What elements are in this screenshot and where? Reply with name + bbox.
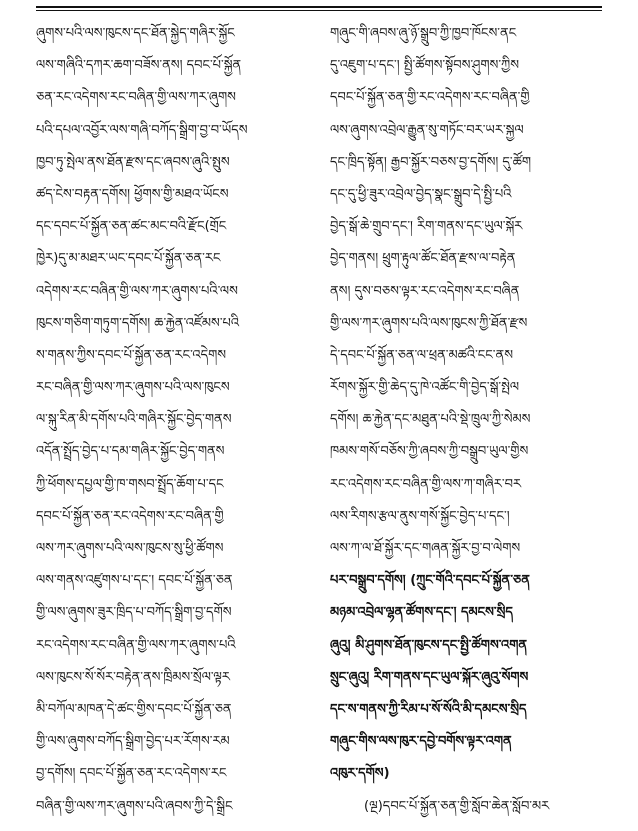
text-line: གཞུང་གི་ཞབས་ཞུ་ཉོ་སྒྲུབ་ཀྱི་ཁྱབ་ཁོངས་ནང — [330, 26, 517, 41]
right-text-column — [330, 18, 606, 823]
text-line: པའི་དཔལ་འབྱོར་ལས་གཞི་བཀོད་སྒྲིག་བྱ་བ་ཡོདས — [36, 122, 248, 138]
text-line: འདེགས་རང་བཞིན་གྱི་ལས་ཀར་ཞུགས་པའི་ལས — [36, 283, 238, 299]
text-line: ཀྱི་ཕོགས་དཔྱལ་གྱི་ཁ་གསབ་སྤྲོད་ཆོག་པ་དང — [36, 476, 224, 492]
text-line: ཁྱེར)དུ་མ་མཐར་ཡང་དབང་པོ་སྐྱོན་ཅན་རང — [36, 251, 221, 267]
text-line: ལས་རིགས་རྩལ་ནུས་གསོ་སྐྱོང་བྱེད་པ་དང་། — [330, 508, 510, 524]
text-line: མཉམ་འབྲེལ་ལྷན་ཚོགས་དང་། དམངས་སྲིད — [330, 605, 513, 621]
text-line: གཞུང་གིས་ལས་ཁུར་དབྱེ་བགོས་ལྟར་འགན — [330, 734, 512, 750]
text-line: ཅན་རང་འདེགས་རང་བཞིན་གྱི་ལས་ཀར་ཞུགས — [36, 90, 236, 106]
text-line: མི་བཀོལ་མཁན་དེ་ཚང་གྱིས་དབང་པོ་སྐྱོན་ཅན — [36, 701, 232, 717]
text-line: བྱ་དགོས། དབང་པོ་སྐྱོན་ཅན་རང་འདེགས་རང — [36, 766, 227, 782]
text-line: རང་བཞིན་གྱི་ལས་ཀར་ཞུགས་པའི་ལས་ཁུངས — [36, 380, 230, 396]
text-line: གྱི་ལས་ཞུགས་བཀོད་སྒྲིག་བྱེད་པར་རོགས་རམ — [36, 734, 230, 750]
text-line: དེ་དབང་པོ་སྐྱོན་ཅན་ལ་ཕྲན་མཚའི་ངང་ནས — [330, 347, 513, 363]
text-line: ཞུགས་པའི་ལས་ཁུངས་དང་ཐོན་སྐྱེད་གཞིར་སྐྱོང — [36, 26, 235, 41]
text-line: ལས་ཀར་ཞུགས་པའི་ལས་ཁུངས་སུ་ཕྱི་ཚོགས — [36, 541, 224, 556]
text-line: ནས། དུས་བཅས་ལྟར་རང་འདེགས་རང་བཞིན — [330, 283, 520, 299]
text-line: དང་དུ་ཕྱི་ཟུར་འབྲེལ་བྱེད་སྣང་སྒྲུབ་དེ་སྤྱི་པའི — [330, 186, 512, 202]
text-line: དབང་པོ་སྐྱོན་ཅན་རང་འདེགས་རང་བཞིན་གྱི — [36, 508, 224, 524]
text-line: པར་བསྒྲུབ་དགོས། (ཀྲུང་གོའི་དབང་པོ་སྐྱོན་ཅན — [330, 573, 530, 589]
text-line: དགོས། ཆ་རྐྱེན་དང་མཐུན་པའི་སྡེ་ཁྲུལ་ཀྱི་སེམས — [330, 412, 531, 428]
text-line: བཞིན་གྱི་ལས་ཀར་ཞུགས་པའི་ཞབས་ཀྱི་དེ་སྒྲིང — [36, 798, 233, 814]
text-line: བྱེད་གནས། ཕྲུག་རྟུལ་ཚོང་ཐོན་རྫས་ལ་བརྟེན — [330, 251, 516, 267]
text-line: དང་ཁྲིད་སྟོན། རྒྱབ་སྐྱོར་བཅས་བྱ་དགོས། དུ་ཚོག — [330, 154, 532, 170]
text-line: ལས་གནས་འཛུགས་པ་དང་། དབང་པོ་སྐྱོན་ཅན — [36, 573, 233, 589]
text-line: ལས་ཁུངས་སོ་སོར་བརྟེན་ནས་ཁྲིམས་སྲོལ་ལྟར — [36, 669, 230, 685]
text-line: ལས་ཀ་ལ་ཐོ་སྐྱོར་དང་གཞན་སྐྱོར་བྱ་བ་ལེགས — [330, 541, 521, 556]
text-line: ཚད་ངེས་བརྟན་དགོས། ཕྱོགས་གྱི་མཐའ་ཡོངས — [36, 186, 229, 202]
text-line: ཁམས་གསོ་བཅོས་ཀྱི་ཞབས་ཀྱི་བསྒྲུབ་ཡུལ་གྱིས — [330, 444, 529, 460]
top-rule-thin — [36, 10, 602, 11]
text-line: བྱེད་སྒོ་ཆེ་གྲུབ་དང་། རིག་གནས་དང་ཡུལ་སྐོར — [330, 219, 523, 235]
text-line: ལས་གཞིའི་དཀར་ཆག་བཟོས་ནས། དབང་པོ་སྐྱོན — [36, 58, 242, 74]
text-line: དང་དབང་པོ་སྐྱོན་ཅན་ཚང་མང་བའི་རྫོང(གྲོང — [36, 219, 227, 235]
text-line: ཁྱབ་ཏུ་སྤེལ་ནས་ཐོན་རྫས་དང་ཞབས་ཞུའི་སྤུས — [36, 154, 230, 170]
top-rule — [36, 6, 602, 8]
text-line: ལ་སྐུ་རིན་མི་དགོས་པའི་གཞིར་སྐྱོང་བྱེད་གནས — [36, 412, 232, 428]
text-line: ཁུངས་གཅིག་གཏུག་དགོས། ཆ་རྐྱེན་འཛོམས་པའི — [36, 315, 240, 331]
text-line: དབང་པོ་སྐྱོན་ཅན་གྱི་རང་འདེགས་རང་བཞིན་གྱི — [330, 90, 530, 106]
text-line: འདོན་སྤྲོད་བྱེད་པ་དམ་གཞིར་སྐྱོང་བྱེད་གནས — [36, 444, 225, 460]
text-line: (ལྔ)དབང་པོ་སྐྱོན་ཅན་གྱི་སློབ་ཆེན་སློབ་མར — [364, 798, 550, 814]
text-line: ས་གནས་ཀྱིས་དབང་པོ་སྐྱོན་ཅན་རང་འདེགས — [36, 347, 227, 363]
text-line: རོགས་སྐྱོར་གྱི་ཆེད་དུ་ཁེ་འཚོང་གི་བྱེད་སྒོ་སྤེལ — [330, 380, 520, 396]
text-line: དུ་འཇུག་པ་དང་། སྤྱི་ཚོགས་སྟོབས་ཤུགས་ཀྱིས — [330, 58, 519, 74]
text-line: གྱི་ལས་ཀར་ཞུགས་པའི་ལས་ཁུངས་ཀྱི་ཐོན་རྫས — [330, 315, 528, 331]
text-line: དང་ས་གནས་ཀྱི་རིམ་པ་སོ་སོའི་མི་དམངས་སྲིད — [330, 701, 527, 717]
text-line: འཁུར་དགོས) — [330, 766, 390, 782]
left-text-column — [36, 18, 312, 823]
text-line: ཞུའུ། མི་ཤུགས་ཐོན་ཁུངས་དང་སྤྱི་ཚོགས་འགན — [330, 637, 528, 653]
text-line: རང་འདེགས་རང་བཞིན་གྱི་ལས་ཀར་ཞུགས་པའི — [36, 637, 236, 653]
text-line: གྱི་ལས་ཞུགས་ཟུར་ཁྲིད་པ་བཀོད་སྒྲིག་བྱ་དགོས — [36, 605, 232, 621]
text-line: རང་འདེགས་རང་བཞིན་གྱི་ལས་ཀ་གཞིར་བར — [330, 476, 522, 492]
text-line: སྲུང་ཞུའུ། རིག་གནས་དང་ཡུལ་སྐོར་ཞུའུ་སོགས — [330, 669, 529, 685]
text-line: ལས་ཞུགས་འབྲེལ་རྒྱུན་སུ་གཏོང་བར་ཡར་སྐྱལ — [330, 122, 524, 138]
